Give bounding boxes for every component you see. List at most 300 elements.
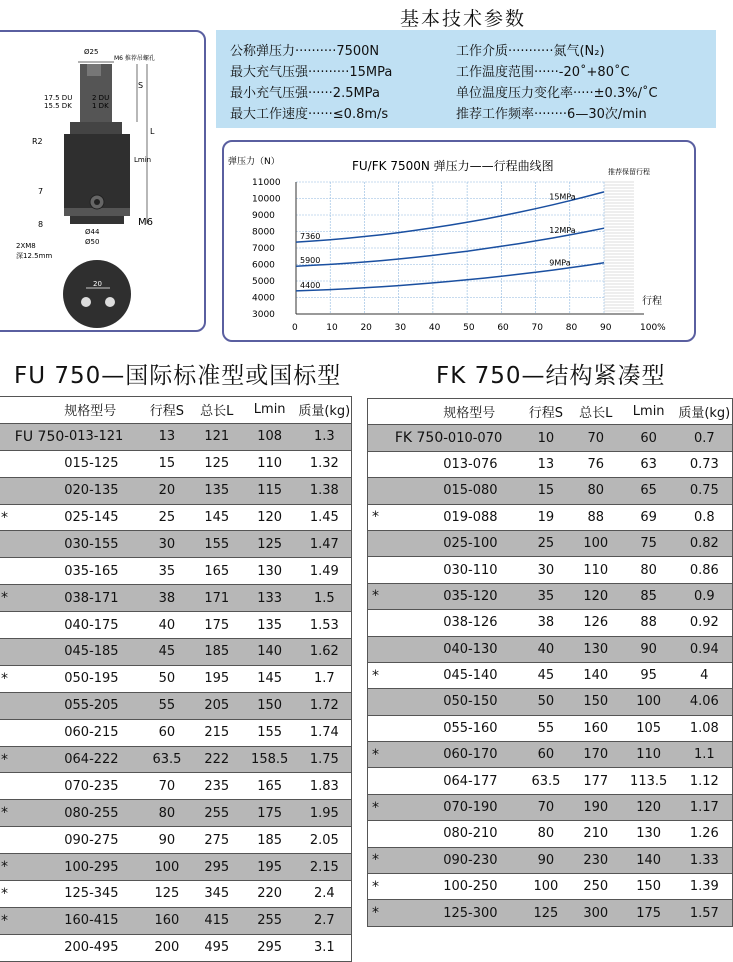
- model-cell: -010-070: [443, 425, 521, 451]
- lmin-cell: 195: [242, 854, 298, 881]
- mass-cell: 0.75: [677, 478, 733, 504]
- stroke-cell: 50: [142, 665, 192, 692]
- recommended-marker: [0, 827, 64, 854]
- length-cell: 215: [192, 719, 242, 746]
- dim-m6: M6: [138, 217, 153, 228]
- table-row: [0, 692, 352, 719]
- stroke-cell: 125: [142, 881, 192, 908]
- lmin-cell: 120: [242, 504, 298, 531]
- mass-cell: 1.53: [298, 612, 352, 639]
- x-tick-label: 40: [428, 323, 441, 333]
- stroke-cell: 35: [521, 583, 571, 609]
- spec-left-1: 公称弹压力··········7500N: [230, 44, 380, 59]
- model-cell: 040-130: [443, 636, 521, 662]
- recommended-marker: [368, 557, 444, 583]
- dim-50: Ø50: [85, 238, 100, 246]
- stroke-cell: 60: [521, 742, 571, 768]
- recommended-marker: [0, 612, 64, 639]
- fu-spec-table: [0, 396, 352, 962]
- recommended-marker: [0, 531, 64, 558]
- stroke-cell: 200: [142, 934, 192, 961]
- recommended-marker: [0, 639, 64, 666]
- dim-7: 7: [38, 187, 44, 196]
- recommended-marker: [0, 773, 64, 800]
- spec-left-4: 最大工作速度······≤0.8m/s: [230, 107, 389, 122]
- stroke-cell: 50: [521, 689, 571, 715]
- fk-title: FK 750—结构紧凑型: [436, 363, 666, 389]
- stroke-cell: 19: [521, 504, 571, 530]
- curve-pressure-label: 9MPa: [549, 258, 571, 268]
- recommended-marker: *: [368, 504, 444, 530]
- lmin-cell: 113.5: [621, 768, 677, 794]
- stroke-cell: 15: [521, 478, 571, 504]
- mass-cell: 0.92: [677, 610, 733, 636]
- length-cell: 300: [571, 900, 621, 926]
- length-cell: 120: [571, 583, 621, 609]
- x-tick-label: 60: [497, 323, 509, 333]
- stroke-cell: 90: [521, 847, 571, 873]
- model-cell: 015-080: [443, 478, 521, 504]
- mass-cell: 2.05: [298, 827, 352, 854]
- spec-right-2: 工作温度范围······-20˚+80˚C: [456, 65, 630, 80]
- model-cell: 015-125: [64, 450, 142, 477]
- force-stroke-chart: [224, 142, 694, 340]
- model-cell: 055-160: [443, 715, 521, 741]
- table-row: [368, 715, 733, 741]
- dim-20: 20: [93, 280, 102, 288]
- stroke-cell: 38: [142, 585, 192, 612]
- table-row: [0, 800, 352, 827]
- length-cell: 155: [192, 531, 242, 558]
- table-row: [0, 477, 352, 504]
- mass-cell: 1.47: [298, 531, 352, 558]
- length-cell: 135: [192, 477, 242, 504]
- stroke-cell: 55: [142, 692, 192, 719]
- length-cell: 205: [192, 692, 242, 719]
- model-cell: 125-345: [64, 881, 142, 908]
- fk-h-lmin: Lmin: [621, 399, 677, 425]
- recommended-marker: [368, 636, 444, 662]
- fu-h-stroke: 行程S: [142, 397, 192, 424]
- length-cell: 177: [571, 768, 621, 794]
- fk-h-length: 总长L: [571, 399, 621, 425]
- recommended-marker: [0, 477, 64, 504]
- table-row: [368, 478, 733, 504]
- model-cell: 090-230: [443, 847, 521, 873]
- table-row: [0, 881, 352, 908]
- lmin-cell: 135: [242, 612, 298, 639]
- fk-h-model: 规格型号: [443, 399, 521, 425]
- model-cell: 025-145: [64, 504, 142, 531]
- chart-xlabel: 行程: [642, 296, 662, 307]
- length-cell: 130: [571, 636, 621, 662]
- recommended-marker: *: [368, 874, 444, 900]
- lmin-cell: 220: [242, 881, 298, 908]
- stroke-cell: 13: [142, 423, 192, 450]
- model-cell: 070-190: [443, 794, 521, 820]
- length-cell: 275: [192, 827, 242, 854]
- model-cell: 020-135: [64, 477, 142, 504]
- length-cell: 230: [571, 847, 621, 873]
- table-row: [0, 558, 352, 585]
- mass-cell: 0.9: [677, 583, 733, 609]
- dim-depth: 深12.5mm: [16, 252, 53, 260]
- mass-cell: 2.15: [298, 854, 352, 881]
- x-tick-label: 50: [463, 323, 475, 333]
- table-row: [368, 662, 733, 688]
- stroke-cell: 40: [521, 636, 571, 662]
- y-tick-label: 10000: [252, 194, 281, 205]
- stroke-cell: 13: [521, 451, 571, 477]
- table-row: [368, 900, 733, 926]
- model-cell: 090-275: [64, 827, 142, 854]
- table-row: [368, 557, 733, 583]
- lmin-cell: 150: [242, 692, 298, 719]
- y-tick-label: 5000: [252, 277, 275, 287]
- recommended-marker: *: [0, 854, 64, 881]
- table-row: [0, 585, 352, 612]
- stroke-cell: 30: [521, 557, 571, 583]
- lmin-cell: 100: [621, 689, 677, 715]
- recommended-marker: *: [0, 881, 64, 908]
- lmin-cell: 155: [242, 719, 298, 746]
- length-cell: 126: [571, 610, 621, 636]
- mass-cell: 1.1: [677, 742, 733, 768]
- length-cell: 222: [192, 746, 242, 773]
- length-cell: 110: [571, 557, 621, 583]
- stroke-cell: 10: [521, 425, 571, 451]
- table-row: [368, 451, 733, 477]
- recommended-marker: *: [368, 847, 444, 873]
- mass-cell: 1.33: [677, 847, 733, 873]
- length-cell: 150: [571, 689, 621, 715]
- recommended-marker: [368, 821, 444, 847]
- stroke-cell: 63.5: [142, 746, 192, 773]
- x-tick-label: 90: [600, 323, 612, 333]
- mass-cell: 4: [677, 662, 733, 688]
- x-tick-label: 30: [394, 323, 407, 333]
- mass-cell: 1.7: [298, 665, 352, 692]
- fk-h-mass: 质量(kg): [677, 399, 733, 425]
- lmin-cell: 85: [621, 583, 677, 609]
- model-cell: 200-495: [64, 934, 142, 961]
- cylinder-drawing: [0, 32, 204, 330]
- table-row: [368, 425, 733, 451]
- lmin-cell: 145: [242, 665, 298, 692]
- table-row: [0, 746, 352, 773]
- model-cell: 070-235: [64, 773, 142, 800]
- dim-2: 2 DU: [92, 94, 110, 102]
- lmin-cell: 95: [621, 662, 677, 688]
- lmin-cell: 65: [621, 478, 677, 504]
- stroke-cell: 35: [142, 558, 192, 585]
- recommended-marker: [368, 451, 444, 477]
- recommended-marker: [0, 934, 64, 961]
- model-cell: 019-088: [443, 504, 521, 530]
- lmin-cell: 88: [621, 610, 677, 636]
- stroke-cell: 80: [521, 821, 571, 847]
- y-tick-label: 7000: [252, 244, 275, 254]
- curve-pressure-label: 12MPa: [549, 226, 576, 236]
- mass-cell: 1.12: [677, 768, 733, 794]
- length-cell: 125: [192, 450, 242, 477]
- dim-2xm8: 2XM8: [16, 242, 36, 250]
- table-row: [368, 610, 733, 636]
- chart-zone-label: 推荐保留行程: [608, 168, 650, 176]
- table-row: [368, 874, 733, 900]
- lmin-cell: 140: [621, 847, 677, 873]
- mass-cell: 1.26: [677, 821, 733, 847]
- dim-top: Ø25: [84, 48, 99, 56]
- spec-right-3: 单位温度压力变化率·····±0.3%/˚C: [456, 86, 658, 101]
- stroke-cell: 38: [521, 610, 571, 636]
- recommended-marker: [368, 715, 444, 741]
- table-row: [0, 854, 352, 881]
- table-row: [368, 794, 733, 820]
- mass-cell: 1.49: [298, 558, 352, 585]
- length-cell: 145: [192, 504, 242, 531]
- mass-cell: 1.57: [677, 900, 733, 926]
- curve-start-label: 7360: [300, 232, 321, 242]
- dim-8: 8: [38, 220, 44, 229]
- length-cell: 235: [192, 773, 242, 800]
- table-row: [368, 636, 733, 662]
- table-row: [0, 907, 352, 934]
- length-cell: 295: [192, 854, 242, 881]
- mass-cell: 1.38: [298, 477, 352, 504]
- dim-m6-note: M6 推荐吊螺孔: [114, 55, 155, 62]
- y-tick-label: 3000: [252, 310, 275, 320]
- table-row: [368, 504, 733, 530]
- model-cell: 125-300: [443, 900, 521, 926]
- model-cell: 045-185: [64, 639, 142, 666]
- mass-cell: 1.3: [298, 423, 352, 450]
- y-tick-label: 8000: [252, 227, 275, 238]
- stroke-cell: 25: [142, 504, 192, 531]
- lmin-cell: 80: [621, 557, 677, 583]
- recommended-marker: [368, 478, 444, 504]
- y-tick-label: 11000: [252, 178, 281, 188]
- mass-cell: 3.1: [298, 934, 352, 961]
- length-cell: 80: [571, 478, 621, 504]
- model-cell: 038-126: [443, 610, 521, 636]
- mass-cell: 1.74: [298, 719, 352, 746]
- length-cell: 70: [571, 425, 621, 451]
- x-tick-label: 10: [326, 323, 338, 333]
- length-cell: 495: [192, 934, 242, 961]
- model-cell: 160-415: [64, 907, 142, 934]
- spec-right-1: 工作介质···········氮气(N₂): [456, 44, 605, 59]
- dim-s: S: [138, 81, 144, 90]
- model-cell: -013-121: [64, 423, 142, 450]
- table-row: [0, 612, 352, 639]
- table-row: [368, 742, 733, 768]
- lmin-cell: 90: [621, 636, 677, 662]
- fk-header-row: [368, 399, 733, 425]
- x-tick-label: 70: [531, 323, 544, 333]
- dim-l: L: [150, 127, 155, 136]
- model-cell: 060-215: [64, 719, 142, 746]
- lmin-cell: 69: [621, 504, 677, 530]
- mass-cell: 0.94: [677, 636, 733, 662]
- model-cell: 050-150: [443, 689, 521, 715]
- stroke-cell: 15: [142, 450, 192, 477]
- lmin-cell: 63: [621, 451, 677, 477]
- stroke-cell: 125: [521, 900, 571, 926]
- mass-cell: 1.17: [677, 794, 733, 820]
- model-cell: 080-255: [64, 800, 142, 827]
- dim-r2: R2: [32, 137, 43, 146]
- lmin-cell: 130: [242, 558, 298, 585]
- recommended-marker: [0, 692, 64, 719]
- fu-h-mass: 质量(kg): [298, 397, 352, 424]
- length-cell: 210: [571, 821, 621, 847]
- table-row: [0, 639, 352, 666]
- stroke-cell: 20: [142, 477, 192, 504]
- lmin-cell: 108: [242, 423, 298, 450]
- fu-h-model: 规格型号: [64, 397, 142, 424]
- x-tick-label: 20: [360, 323, 372, 333]
- model-cell: 050-195: [64, 665, 142, 692]
- lmin-cell: 60: [621, 425, 677, 451]
- stroke-cell: 55: [521, 715, 571, 741]
- recommended-marker: [0, 450, 64, 477]
- length-cell: 185: [192, 639, 242, 666]
- mass-cell: 1.08: [677, 715, 733, 741]
- length-cell: 415: [192, 907, 242, 934]
- table-row: [0, 827, 352, 854]
- spec-panel: [216, 30, 716, 128]
- mass-cell: 1.83: [298, 773, 352, 800]
- lmin-cell: 175: [621, 900, 677, 926]
- stroke-cell: 100: [142, 854, 192, 881]
- lmin-cell: 125: [242, 531, 298, 558]
- length-cell: 100: [571, 530, 621, 556]
- recommended-marker: [368, 530, 444, 556]
- recommended-marker: *: [0, 746, 64, 773]
- mass-cell: 1.75: [298, 746, 352, 773]
- table-row: [368, 583, 733, 609]
- table-row: [0, 665, 352, 692]
- mass-cell: 2.4: [298, 881, 352, 908]
- dim-44: Ø44: [85, 228, 100, 236]
- mass-cell: 2.7: [298, 907, 352, 934]
- stroke-cell: 80: [142, 800, 192, 827]
- length-cell: 250: [571, 874, 621, 900]
- page-title: 基本技术参数: [400, 8, 527, 30]
- x-tick-label: 0: [292, 323, 298, 333]
- curve-start-label: 4400: [300, 280, 321, 290]
- fu-title: FU 750—国际标准型或国标型: [14, 363, 342, 389]
- spec-left-2: 最大充气压强··········15MPa: [230, 65, 393, 80]
- mass-cell: 1.62: [298, 639, 352, 666]
- model-cell: 100-250: [443, 874, 521, 900]
- model-cell: 100-295: [64, 854, 142, 881]
- model-cell: 055-205: [64, 692, 142, 719]
- stroke-cell: 40: [142, 612, 192, 639]
- cylinder-drawing-panel: [0, 30, 206, 332]
- stroke-cell: 45: [521, 662, 571, 688]
- table-row: [0, 934, 352, 961]
- lmin-cell: 158.5: [242, 746, 298, 773]
- length-cell: 170: [571, 742, 621, 768]
- lmin-cell: 295: [242, 934, 298, 961]
- y-tick-label: 4000: [252, 293, 275, 304]
- lmin-cell: 120: [621, 794, 677, 820]
- recommended-marker: [0, 558, 64, 585]
- mass-cell: 1.32: [298, 450, 352, 477]
- table-row: [0, 423, 352, 450]
- mass-cell: 0.8: [677, 504, 733, 530]
- dim-lmin: Lmin: [134, 156, 152, 164]
- length-cell: 175: [192, 612, 242, 639]
- mass-cell: 0.7: [677, 425, 733, 451]
- lmin-cell: 110: [621, 742, 677, 768]
- dim-17-5: 17.5 DU: [44, 94, 73, 102]
- length-cell: 76: [571, 451, 621, 477]
- x-tick-label: 80: [565, 323, 578, 333]
- model-cell: 013-076: [443, 451, 521, 477]
- lmin-cell: 175: [242, 800, 298, 827]
- mass-cell: 1.5: [298, 585, 352, 612]
- lmin-cell: 150: [621, 874, 677, 900]
- fu-header-row: [0, 397, 352, 424]
- model-cell: 040-175: [64, 612, 142, 639]
- model-cell: 035-120: [443, 583, 521, 609]
- stroke-cell: 63.5: [521, 768, 571, 794]
- lmin-cell: 185: [242, 827, 298, 854]
- stroke-cell: 25: [521, 530, 571, 556]
- lmin-cell: 165: [242, 773, 298, 800]
- mass-cell: 1.72: [298, 692, 352, 719]
- table-row: [368, 530, 733, 556]
- stroke-cell: 160: [142, 907, 192, 934]
- recommended-marker: *: [368, 900, 444, 926]
- stroke-cell: 90: [142, 827, 192, 854]
- mass-cell: 1.39: [677, 874, 733, 900]
- table-row: [0, 719, 352, 746]
- length-cell: 345: [192, 881, 242, 908]
- lmin-cell: 133: [242, 585, 298, 612]
- lmin-cell: 130: [621, 821, 677, 847]
- length-cell: 140: [571, 662, 621, 688]
- recommended-marker: *: [368, 583, 444, 609]
- mass-cell: 1.45: [298, 504, 352, 531]
- stroke-cell: 100: [521, 874, 571, 900]
- length-cell: 165: [192, 558, 242, 585]
- stroke-cell: 45: [142, 639, 192, 666]
- stroke-cell: 70: [142, 773, 192, 800]
- length-cell: 171: [192, 585, 242, 612]
- lmin-cell: 115: [242, 477, 298, 504]
- series-prefix: FU 750: [0, 423, 64, 450]
- fk-spec-table: [367, 398, 733, 927]
- length-cell: 88: [571, 504, 621, 530]
- force-stroke-chart-panel: [222, 140, 696, 342]
- mass-cell: 4.06: [677, 689, 733, 715]
- series-prefix: FK 750: [368, 425, 444, 451]
- table-row: [0, 773, 352, 800]
- model-cell: 030-155: [64, 531, 142, 558]
- recommended-marker: *: [368, 794, 444, 820]
- length-cell: 160: [571, 715, 621, 741]
- lmin-cell: 105: [621, 715, 677, 741]
- recommended-marker: *: [0, 665, 64, 692]
- mass-cell: 1.95: [298, 800, 352, 827]
- chart-ylabel: 弹压力（N）: [228, 157, 280, 167]
- lmin-cell: 110: [242, 450, 298, 477]
- recommended-marker: *: [0, 585, 64, 612]
